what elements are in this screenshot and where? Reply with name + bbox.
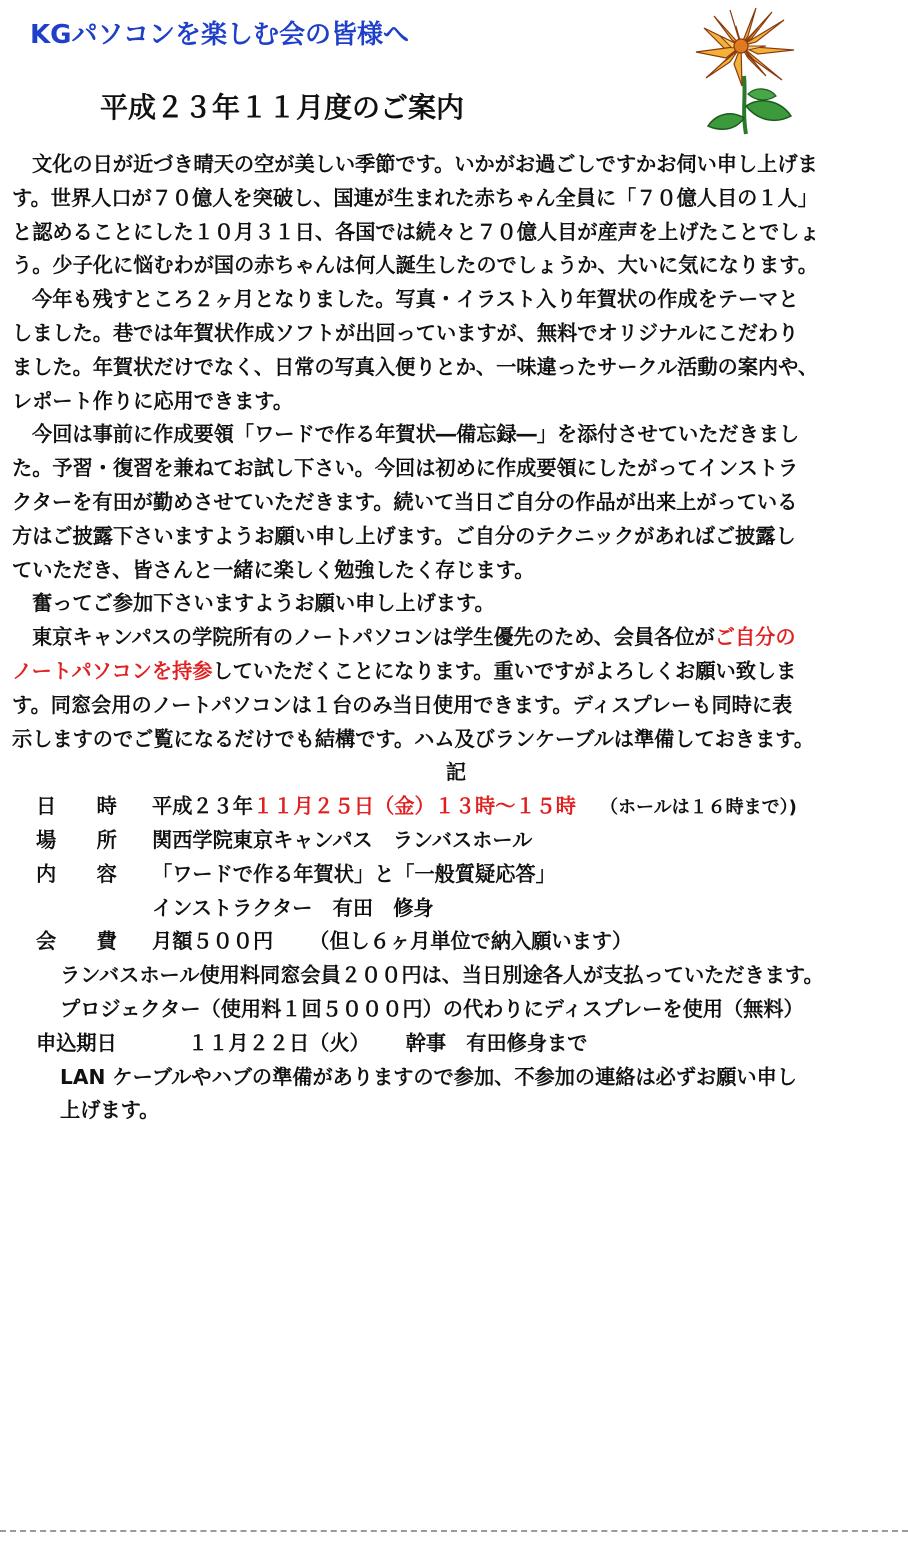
para3-line1: 今回は事前に作成要領「ワードで作る年賀状―備忘録―」を添付させていただきまし (32, 422, 800, 447)
page-bottom-edge (0, 1530, 908, 1532)
para5-line1-text: 東京キャンパスの学院所有のノートパソコンは学生優先のため、会員各位が (32, 625, 715, 650)
detail-deadline (12, 1027, 900, 1061)
detail-projector: プロジェクター（使用料１回５０００円）の代わりにディスプレーを使用（無料） (60, 996, 804, 1021)
detail-content (12, 858, 900, 892)
para2-line3: ました。年賀状だけでなく、日常の写真入便りとか、一味違ったサークル活動の案内や、 (12, 354, 819, 379)
fee-label: 会 費 (36, 929, 117, 954)
detail-lan-line1: LAN ケーブルやハブの準備がありますので参加、不参加の連絡は必ずお願い申し (60, 1064, 797, 1089)
ki-heading: 記 (445, 760, 467, 785)
para5-line2-text: していただくことになります。重いですがよろしくお願い致しま (212, 658, 797, 683)
letter-body (12, 148, 900, 1128)
detail-instructor (12, 892, 900, 926)
para4-line: 奮ってご参加下さいますようお願い申し上げます。 (32, 591, 495, 616)
date-highlight: １１月２５日（金）１３時～１５時 (252, 794, 576, 819)
content-value: 「ワードで作る年賀状」と「一般質疑応答」 (152, 861, 556, 886)
greeting-heading: KGパソコンを楽しむ会の皆様へ (30, 20, 409, 50)
date-label: 日 時 (36, 794, 117, 819)
fee-value: 月額５００円 (152, 929, 274, 954)
date-prefix: 平成２３年 (152, 794, 253, 819)
para1-line1: 文化の日が近づき晴天の空が美しい季節です。いかがお過ごしですかお伺い申し上げま (32, 152, 818, 176)
instructor-value: インストラクター 有田 修身 (152, 895, 434, 920)
date-note: （ホールは１６時まで）) (599, 797, 797, 819)
deadline-value: １１月２２日（火） (188, 1030, 370, 1055)
para5-line2 (12, 655, 900, 689)
detail-lan-line2: 上げます。 (60, 1098, 160, 1123)
detail-place (12, 824, 900, 858)
para3-line5: ていただき、皆さんと一緒に楽しく勉強したく存じます。 (12, 557, 535, 582)
deadline-label: 申込期日 (36, 1030, 117, 1055)
para5-line1 (12, 621, 900, 655)
chrysanthemum-icon (686, 6, 806, 136)
para2-line1: 今年も残すところ２ヶ月となりました。写真・イラスト入り年賀状の作成をテーマと (32, 287, 799, 312)
para3-line2: た。予習・復習を兼ねてお試し下さい。今回は初めに作成要領にしたがってインストラ (12, 456, 799, 481)
place-label: 場 所 (36, 827, 117, 852)
fee-note: （但し６ヶ月単位で納入願います） (309, 929, 633, 954)
para5-line4: 示しますのでご覧になるだけでも結構です。ハム及びランケーブルは準備しておきます。 (12, 726, 815, 751)
para2-line4: レポート作りに応用できます。 (12, 388, 294, 413)
detail-date (12, 790, 900, 824)
para3-line3: クターを有田が勤めさせていただきます。続いて当日ご自分の作品が出来上がっている (12, 489, 798, 514)
place-value: 関西学院東京キャンパス ランバスホール (152, 827, 533, 852)
deadline-contact: 幹事 有田修身まで (405, 1030, 588, 1055)
para5-highlight-2: ノートパソコンを持参 (12, 658, 213, 683)
para1-line2: す。世界人口が７０億人を突破し、国連が生まれた赤ちゃん全員に「７０億人目の１人」 (12, 185, 818, 210)
para5-line3: す。同窓会用のノートパソコンは１台のみ当日使用できます。ディスプレーも同時に表 (12, 692, 793, 717)
para3-line4: 方はご披露下さいますようお願い申し上げます。ご自分のテクニックがあればご披露し (12, 523, 796, 548)
content-label: 内 容 (36, 861, 117, 886)
detail-hall-fee: ランバスホール使用料同窓会員２００円は、当日別途各人が支払っていただきます。 (60, 963, 824, 988)
detail-fee (12, 925, 900, 959)
document-title: 平成２３年１１月度のご案内 (100, 91, 465, 124)
para1-line3: と認めることにした１０月３１日、各国では続々と７０億人目が産声を上げたことでしょ (12, 219, 820, 244)
para2-line2: しました。巷では年賀状作成ソフトが出回っていますが、無料でオリジナルにこだわり (12, 320, 799, 345)
para1-line4: う。少子化に悩むわが国の赤ちゃんは何人誕生したのでしょうか、大いに気になります。 (12, 253, 818, 278)
para5-highlight-1: ご自分の (714, 625, 796, 650)
